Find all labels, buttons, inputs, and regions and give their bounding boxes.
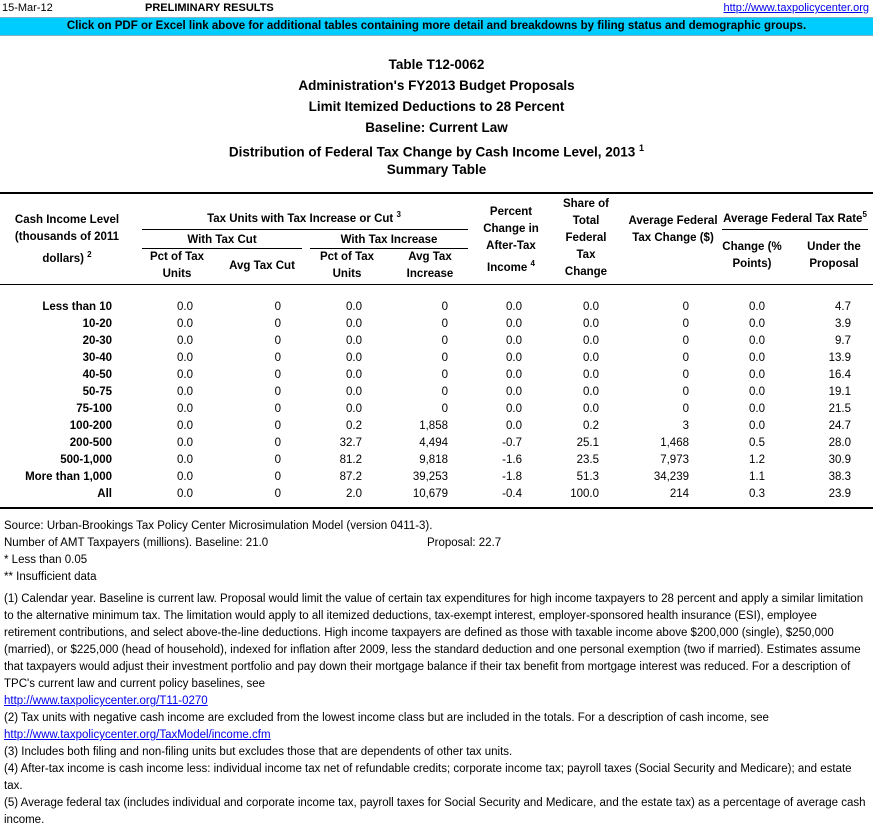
- rate-under-cell: 30.9: [828, 454, 851, 466]
- pct-cut-cell: 0.0: [177, 403, 193, 415]
- info-banner: Click on PDF or Excel link above for additional tables containing more detail and breakdowns by filing status and demographic groups.: [0, 17, 873, 36]
- pct-change-cell: 0.0: [506, 335, 522, 347]
- tpc-website-link[interactable]: http://www.taxpolicycenter.org: [723, 2, 869, 14]
- table-row: [0, 350, 873, 367]
- header-share: Share of Total Federal Tax Change: [562, 198, 609, 278]
- footnote-3: (3) Includes both filing and non-filing units but excludes those that are dependents of other tax units.: [4, 746, 513, 758]
- income-level-cell: 30-40: [82, 352, 112, 364]
- avg-fed-change-cell: 0: [682, 335, 689, 347]
- avg-fed-change-cell: 214: [669, 488, 689, 500]
- pct-inc-cell: 0.0: [346, 352, 362, 364]
- avg-inc-cell: 0: [441, 335, 448, 347]
- share-cell: 0.0: [583, 318, 599, 330]
- avg-cut-cell: 0: [274, 488, 281, 500]
- rate-under-cell: 23.9: [828, 488, 851, 500]
- avg-fed-change-cell: 34,239: [653, 471, 689, 483]
- pct-change-cell: -1.8: [502, 471, 522, 483]
- header-avg-rate-group: Average Federal Tax Rate$^5$: [723, 210, 867, 225]
- header-with-tax-increase: With Tax Increase: [340, 234, 438, 246]
- report-header: [0, 0, 873, 18]
- avg-inc-cell: 0: [441, 301, 448, 313]
- footnotes: [4, 518, 870, 829]
- status-label: PRELIMINARY RESULTS: [145, 2, 274, 14]
- avg-fed-change-cell: 3: [682, 420, 689, 432]
- rate-change-cell: 0.0: [749, 420, 765, 432]
- rate-change-cell: 0.0: [749, 352, 765, 364]
- avg-inc-cell: 0: [441, 403, 448, 415]
- rate-change-cell: 0.3: [749, 488, 765, 500]
- pct-inc-cell: 2.0: [346, 488, 362, 500]
- rate-change-cell: 0.0: [749, 386, 765, 398]
- rate-under-cell: 16.4: [828, 369, 851, 381]
- rate-change-cell: 0.0: [749, 335, 765, 347]
- header-pct-cut: Pct of Tax Units: [149, 251, 205, 280]
- pct-cut-cell: 0.0: [177, 471, 193, 483]
- avg-cut-cell: 0: [274, 471, 281, 483]
- rate-under-cell: 19.1: [828, 386, 851, 398]
- pct-change-cell: 0.0: [506, 318, 522, 330]
- source-note: Source: Urban-Brookings Tax Policy Center Microsimulation Model (version 0411-3).: [4, 520, 433, 532]
- table-subtitle: Limit Itemized Deductions to 28 Percent: [308, 99, 565, 114]
- income-level-cell: 75-100: [76, 403, 112, 415]
- header-avg-cut: Avg Tax Cut: [229, 260, 295, 272]
- header-avg-inc: Avg Tax Increase: [406, 251, 454, 280]
- avg-inc-cell: 10,679: [412, 488, 448, 500]
- distribution-title: Distribution of Federal Tax Change by Cash Income Level, 2013 $^1$: [228, 143, 645, 160]
- rate-change-cell: 0.0: [749, 369, 765, 381]
- pct-cut-cell: 0.0: [177, 437, 193, 449]
- pct-cut-cell: 0.0: [177, 335, 193, 347]
- table-row: [0, 316, 873, 333]
- income-level-cell: Less than 10: [42, 301, 112, 313]
- pct-change-cell: 0.0: [506, 420, 522, 432]
- amt-taxpayers: Number of AMT Taxpayers (millions). Baseline: 21.0 Proposal: 22.7: [4, 537, 502, 549]
- pct-change-cell: 0.0: [506, 386, 522, 398]
- header-rate-under: Under the Proposal: [807, 241, 861, 270]
- header-pct-change: Percent Change in After-Tax Income $^4$: [483, 206, 539, 274]
- avg-cut-cell: 0: [274, 318, 281, 330]
- rate-change-cell: 0.0: [749, 403, 765, 415]
- pct-change-cell: 0.0: [506, 352, 522, 364]
- pct-cut-cell: 0.0: [177, 488, 193, 500]
- report-date: 15-Mar-12: [2, 2, 53, 14]
- pct-inc-cell: 0.2: [346, 420, 362, 432]
- pct-cut-cell: 0.0: [177, 386, 193, 398]
- table-number: Table T12-0062: [388, 57, 485, 72]
- rate-under-cell: 28.0: [828, 437, 851, 449]
- pct-cut-cell: 0.0: [177, 369, 193, 381]
- footnote-2: (2) Tax units with negative cash income are excluded from the lowest income class but are included in the totals. For a description of cash income, see http://www.taxpolicycenter.org/TaxModel/income.cfm: [4, 712, 769, 741]
- rate-under-cell: 4.7: [835, 301, 851, 313]
- pct-cut-cell: 0.0: [177, 420, 193, 432]
- table-title-block: [0, 54, 873, 180]
- share-cell: 0.0: [583, 335, 599, 347]
- table-row: [0, 469, 873, 486]
- pct-inc-cell: 0.0: [346, 369, 362, 381]
- rate-change-cell: 1.2: [749, 454, 765, 466]
- income-level-cell: 50-75: [82, 386, 112, 398]
- header-avg-fed-change: Average Federal Tax Change ($): [628, 215, 718, 244]
- avg-fed-change-cell: 0: [682, 386, 689, 398]
- table-bottom-rule: [0, 507, 873, 509]
- share-cell: 0.0: [583, 403, 599, 415]
- rate-change-cell: 0.0: [749, 301, 765, 313]
- share-cell: 100.0: [570, 488, 599, 500]
- table-row: [0, 452, 873, 469]
- avg-cut-cell: 0: [274, 352, 281, 364]
- share-cell: 0.2: [583, 420, 599, 432]
- avg-fed-change-cell: 7,973: [660, 454, 689, 466]
- table-row: [0, 418, 873, 435]
- pct-inc-cell: 0.0: [346, 335, 362, 347]
- share-cell: 23.5: [576, 454, 599, 466]
- income-level-cell: 20-30: [82, 335, 112, 347]
- avg-cut-cell: 0: [274, 369, 281, 381]
- pct-cut-cell: 0.0: [177, 454, 193, 466]
- rate-under-cell: 24.7: [828, 420, 851, 432]
- header-with-tax-cut: With Tax Cut: [187, 234, 257, 246]
- rate-under-cell: 9.7: [835, 335, 851, 347]
- income-level-cell: 10-20: [82, 318, 112, 330]
- header-bottom-rule: [0, 284, 873, 285]
- table-row: [0, 384, 873, 401]
- header-rate-change: Change (% Points): [722, 241, 782, 270]
- table-row: [0, 299, 873, 316]
- insufficient-data-note: ** Insufficient data: [4, 571, 97, 583]
- rate-change-cell: 1.1: [749, 471, 765, 483]
- footnote-4: (4) After-tax income is cash income less: individual income tax net of refundable credits; corporate income tax; payroll taxes (Social Security and Medicare); and estate tax.: [4, 763, 852, 792]
- income-level-cell: 40-50: [82, 369, 112, 381]
- pct-change-cell: -0.4: [502, 488, 522, 500]
- avg-cut-cell: 0: [274, 437, 281, 449]
- rate-under-cell: 3.9: [835, 318, 851, 330]
- avg-cut-cell: 0: [274, 420, 281, 432]
- share-cell: 51.3: [576, 471, 599, 483]
- share-cell: 0.0: [583, 386, 599, 398]
- rate-change-cell: 0.5: [749, 437, 765, 449]
- avg-cut-cell: 0: [274, 454, 281, 466]
- footnote-5: (5) Average federal tax (includes individual and corporate income tax, payroll taxes for Social Security and Medicare, and the estate tax) as a percentage of average cash income.: [4, 797, 866, 826]
- tax-units-underline: [142, 229, 468, 230]
- avg-inc-cell: 0: [441, 386, 448, 398]
- baseline-label: Baseline: Current Law: [365, 120, 508, 135]
- income-level-cell: 500-1,000: [60, 454, 112, 466]
- rate-under-cell: 13.9: [828, 352, 851, 364]
- pct-change-cell: -0.7: [502, 437, 522, 449]
- header-tax-units-group: Tax Units with Tax Increase or Cut $^3$: [207, 210, 401, 225]
- income-level-cell: More than 1,000: [25, 471, 112, 483]
- avg-inc-cell: 39,253: [412, 471, 448, 483]
- baseline-description-link[interactable]: http://www.taxpolicycenter.org/T11-0270: [4, 695, 208, 707]
- table-row: [0, 486, 873, 503]
- share-cell: 0.0: [583, 352, 599, 364]
- cash-income-link[interactable]: http://www.taxpolicycenter.org/TaxModel/income.cfm: [4, 729, 271, 741]
- pct-change-cell: 0.0: [506, 369, 522, 381]
- avg-fed-change-cell: 0: [682, 369, 689, 381]
- rate-under-cell: 21.5: [828, 403, 851, 415]
- table-row: [0, 435, 873, 452]
- pct-change-cell: -1.6: [502, 454, 522, 466]
- pct-inc-cell: 87.2: [339, 471, 362, 483]
- pct-inc-cell: 0.0: [346, 301, 362, 313]
- avg-inc-cell: 0: [441, 352, 448, 364]
- pct-cut-cell: 0.0: [177, 301, 193, 313]
- pct-change-cell: 0.0: [506, 301, 522, 313]
- pct-cut-cell: 0.0: [177, 318, 193, 330]
- avg-fed-change-cell: 0: [682, 301, 689, 313]
- avg-fed-change-cell: 0: [682, 318, 689, 330]
- pct-change-cell: 0.0: [506, 403, 522, 415]
- pct-inc-cell: 81.2: [339, 454, 362, 466]
- share-cell: 0.0: [583, 301, 599, 313]
- income-level-cell: 200-500: [69, 437, 112, 449]
- share-cell: 25.1: [576, 437, 599, 449]
- avg-inc-cell: 0: [441, 318, 448, 330]
- avg-inc-cell: 0: [441, 369, 448, 381]
- income-level-cell: 100-200: [69, 420, 112, 432]
- avg-cut-cell: 0: [274, 335, 281, 347]
- avg-inc-cell: 4,494: [419, 437, 448, 449]
- pct-inc-cell: 0.0: [346, 403, 362, 415]
- rate-change-cell: 0.0: [749, 318, 765, 330]
- avg-rate-underline: [722, 229, 868, 230]
- avg-fed-change-cell: 1,468: [660, 437, 689, 449]
- pct-cut-cell: 0.0: [177, 352, 193, 364]
- share-cell: 0.0: [583, 369, 599, 381]
- header-income-level: Cash Income Level (thousands of 2011 dollars) $^2$: [14, 214, 120, 265]
- header-pct-inc: Pct of Tax Units: [319, 251, 375, 280]
- table-row: [0, 367, 873, 384]
- pct-inc-cell: 0.0: [346, 318, 362, 330]
- less-than-note: * Less than 0.05: [4, 554, 88, 566]
- rate-under-cell: 38.3: [828, 471, 851, 483]
- avg-cut-cell: 0: [274, 386, 281, 398]
- avg-inc-cell: 9,818: [419, 454, 448, 466]
- table-row: [0, 401, 873, 418]
- avg-cut-cell: 0: [274, 403, 281, 415]
- pct-inc-cell: 32.7: [339, 437, 362, 449]
- avg-fed-change-cell: 0: [682, 403, 689, 415]
- table-top-rule: [0, 192, 873, 194]
- summary-label: Summary Table: [386, 162, 487, 177]
- avg-fed-change-cell: 0: [682, 352, 689, 364]
- avg-cut-cell: 0: [274, 301, 281, 313]
- income-level-cell: All: [97, 488, 112, 500]
- table-row: [0, 333, 873, 350]
- pct-inc-cell: 0.0: [346, 386, 362, 398]
- table-title: Administration's FY2013 Budget Proposals: [298, 78, 575, 93]
- avg-inc-cell: 1,858: [419, 420, 448, 432]
- footnote-1: (1) Calendar year. Baseline is current law. Proposal would limit the value of certain tax expenditures for high income taxpayers to 28 percent and apply a similar limitation to the alternative minimum tax. The limitation would apply to all itemized deductions, tax-exempt interest, employer-sponsored health insurance (ESI), employee retirement contributions, and select above-the-line deductions. High income taxpayers are defined as those with taxable income above $200,000 (single), $250,000 (married), or $225,000 (head of household), indexed for inflation after 2009, less the standard deduction and one personal exemption (two if married). Estimates assume that taxpayers would adjust their investment portfolio and pay down their mortgage balance if their tax benefit from mortgage interest was reduced. For a description of TPC's current law and current policy baselines, see http://www.taxpolicycenter.org/T11-0270: [4, 593, 864, 707]
